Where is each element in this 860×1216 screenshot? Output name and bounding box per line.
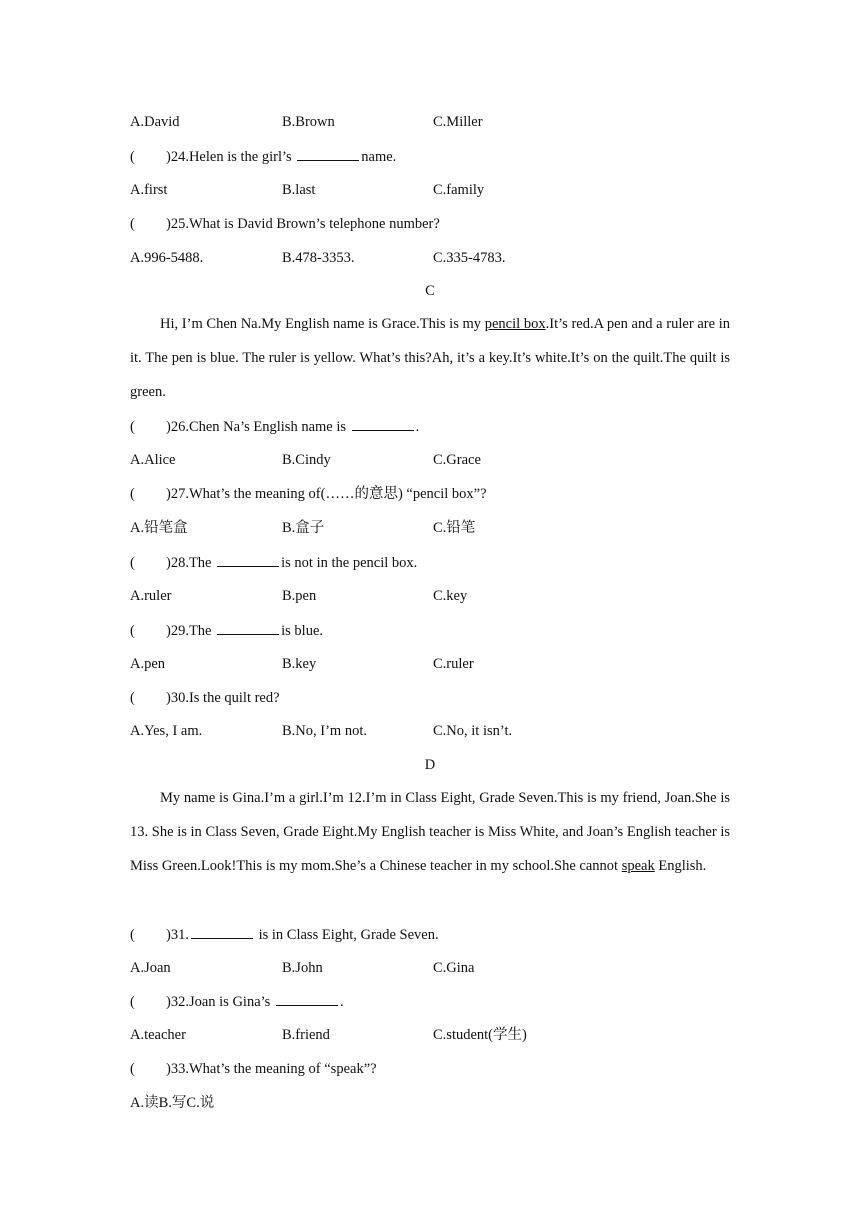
option-b: B.Brown	[282, 114, 335, 130]
q31-options	[130, 958, 730, 978]
passage-text: My name is Gina.I’m a girl.I’m 12.I’m in Class Eight, Grade Seven.This is my friend, Joan.She is 13. She is in Class Seven, Grade Eight.My English teacher is Miss White, and Joan’s English teacher is Miss Green.Look!This is my mom.She’s a Chinese teacher in my school.She cannot	[130, 790, 730, 874]
section-heading-c: C	[425, 283, 435, 299]
answer-blank	[191, 924, 253, 939]
option-c: C.铅笔	[433, 520, 476, 536]
section-heading-d: D	[424, 757, 436, 773]
option-a: A.David	[130, 114, 180, 130]
option-b: B.盒子	[282, 520, 325, 536]
answer-paren[interactable]: (	[130, 690, 135, 706]
answer-paren[interactable]: (	[130, 623, 135, 639]
answer-paren[interactable]: (	[130, 1061, 135, 1077]
question-text-end: .	[339, 994, 344, 1010]
option-a: A.first	[130, 182, 168, 198]
option-a: A.铅笔盒	[130, 520, 188, 536]
q27-options	[130, 518, 730, 538]
option-c: C.key	[433, 588, 468, 604]
option-c: C.Gina	[433, 960, 475, 976]
option-b: B.John	[282, 960, 323, 976]
question-28	[130, 552, 730, 572]
q29-options	[130, 654, 730, 674]
passage-text-rest: .It’s red.A pen and a ruler are in it. The pen is blue. The ruler is yellow. What’s this?Ah, it’s a key.It’s white.It’s on the quilt.The quilt is green.	[130, 316, 730, 400]
option-a: A.Alice	[130, 452, 176, 468]
q30-options	[130, 721, 730, 741]
question-text-end: is not in the pencil box.	[281, 555, 418, 571]
question-32	[130, 991, 730, 1011]
question-text: )27.What’s the meaning of(……的意思) “pencil box”?	[166, 486, 487, 502]
question-24	[130, 146, 730, 166]
answer-blank	[297, 146, 359, 161]
question-29	[130, 620, 730, 640]
option-a: A.teacher	[130, 1027, 186, 1043]
option-c: C.No, it isn’t.	[433, 723, 513, 739]
answer-paren[interactable]: (	[130, 486, 135, 502]
option-b: B.478-3353.	[282, 250, 355, 266]
passage-c	[130, 307, 730, 409]
q33-options	[130, 1093, 730, 1113]
q25-options	[130, 248, 730, 268]
question-text: )31.	[166, 927, 189, 943]
answer-paren[interactable]: (	[130, 216, 135, 232]
option-a: A.pen	[130, 656, 166, 672]
question-text: )25.What is David Brown’s telephone number?	[166, 216, 440, 232]
question-text: )29.The	[166, 623, 216, 639]
answer-blank	[217, 552, 279, 567]
question-27	[130, 484, 730, 504]
option-a: A.Yes, I am.	[130, 723, 203, 739]
passage-text: Hi, I’m Chen Na.My English name is Grace.This is my	[160, 316, 485, 332]
option-b: B.last	[282, 182, 316, 198]
q26-options	[130, 450, 730, 470]
underlined-term: speak	[621, 858, 655, 874]
option-b: B.friend	[282, 1027, 330, 1043]
question-25	[130, 214, 730, 234]
question-text-end: is in Class Eight, Grade Seven.	[254, 927, 439, 943]
answer-blank	[352, 416, 414, 431]
option-a: A.Joan	[130, 960, 171, 976]
q32-options	[130, 1025, 730, 1045]
answer-paren[interactable]: (	[130, 149, 135, 165]
question-33	[130, 1059, 730, 1079]
answer-paren[interactable]: (	[130, 994, 135, 1010]
question-text: )24.Helen is the girl’s	[166, 149, 296, 165]
option-b: B.key	[282, 656, 317, 672]
question-text-end: name.	[361, 149, 397, 165]
option-c: C.family	[433, 182, 485, 198]
question-text: )33.What’s the meaning of “speak”?	[166, 1061, 377, 1077]
q24-options	[130, 180, 730, 200]
question-text-end: is blue.	[281, 623, 324, 639]
question-text: )28.The	[166, 555, 216, 571]
question-text: )26.Chen Na’s English name is	[166, 419, 350, 435]
question-text: )32.Joan is Gina’s	[166, 994, 274, 1010]
answer-blank	[276, 991, 338, 1006]
answer-paren[interactable]: (	[130, 555, 135, 571]
option-b: B.Cindy	[282, 452, 331, 468]
option-c: C.Grace	[433, 452, 481, 468]
passage-d	[130, 781, 730, 883]
question-26	[130, 416, 730, 436]
answer-paren[interactable]: (	[130, 419, 135, 435]
option-a: A.ruler	[130, 588, 172, 604]
options-inline: A.读B.写C.说	[130, 1095, 215, 1111]
option-c: C.ruler	[433, 656, 474, 672]
question-30	[130, 688, 730, 708]
answer-paren[interactable]: (	[130, 927, 135, 943]
underlined-term: pencil box	[484, 316, 546, 332]
option-c: C.Miller	[433, 114, 483, 130]
q28-options	[130, 586, 730, 606]
option-b: B.pen	[282, 588, 317, 604]
option-b: B.No, I’m not.	[282, 723, 367, 739]
question-text: )30.Is the quilt red?	[166, 690, 280, 706]
q23-options	[130, 112, 730, 132]
question-text-end: .	[415, 419, 420, 435]
option-a: A.996-5488.	[130, 250, 204, 266]
option-c: C.student(学生)	[433, 1027, 527, 1043]
question-31	[130, 924, 730, 944]
answer-blank	[217, 620, 279, 635]
passage-text-rest: English.	[654, 858, 707, 874]
option-c: C.335-4783.	[433, 250, 506, 266]
